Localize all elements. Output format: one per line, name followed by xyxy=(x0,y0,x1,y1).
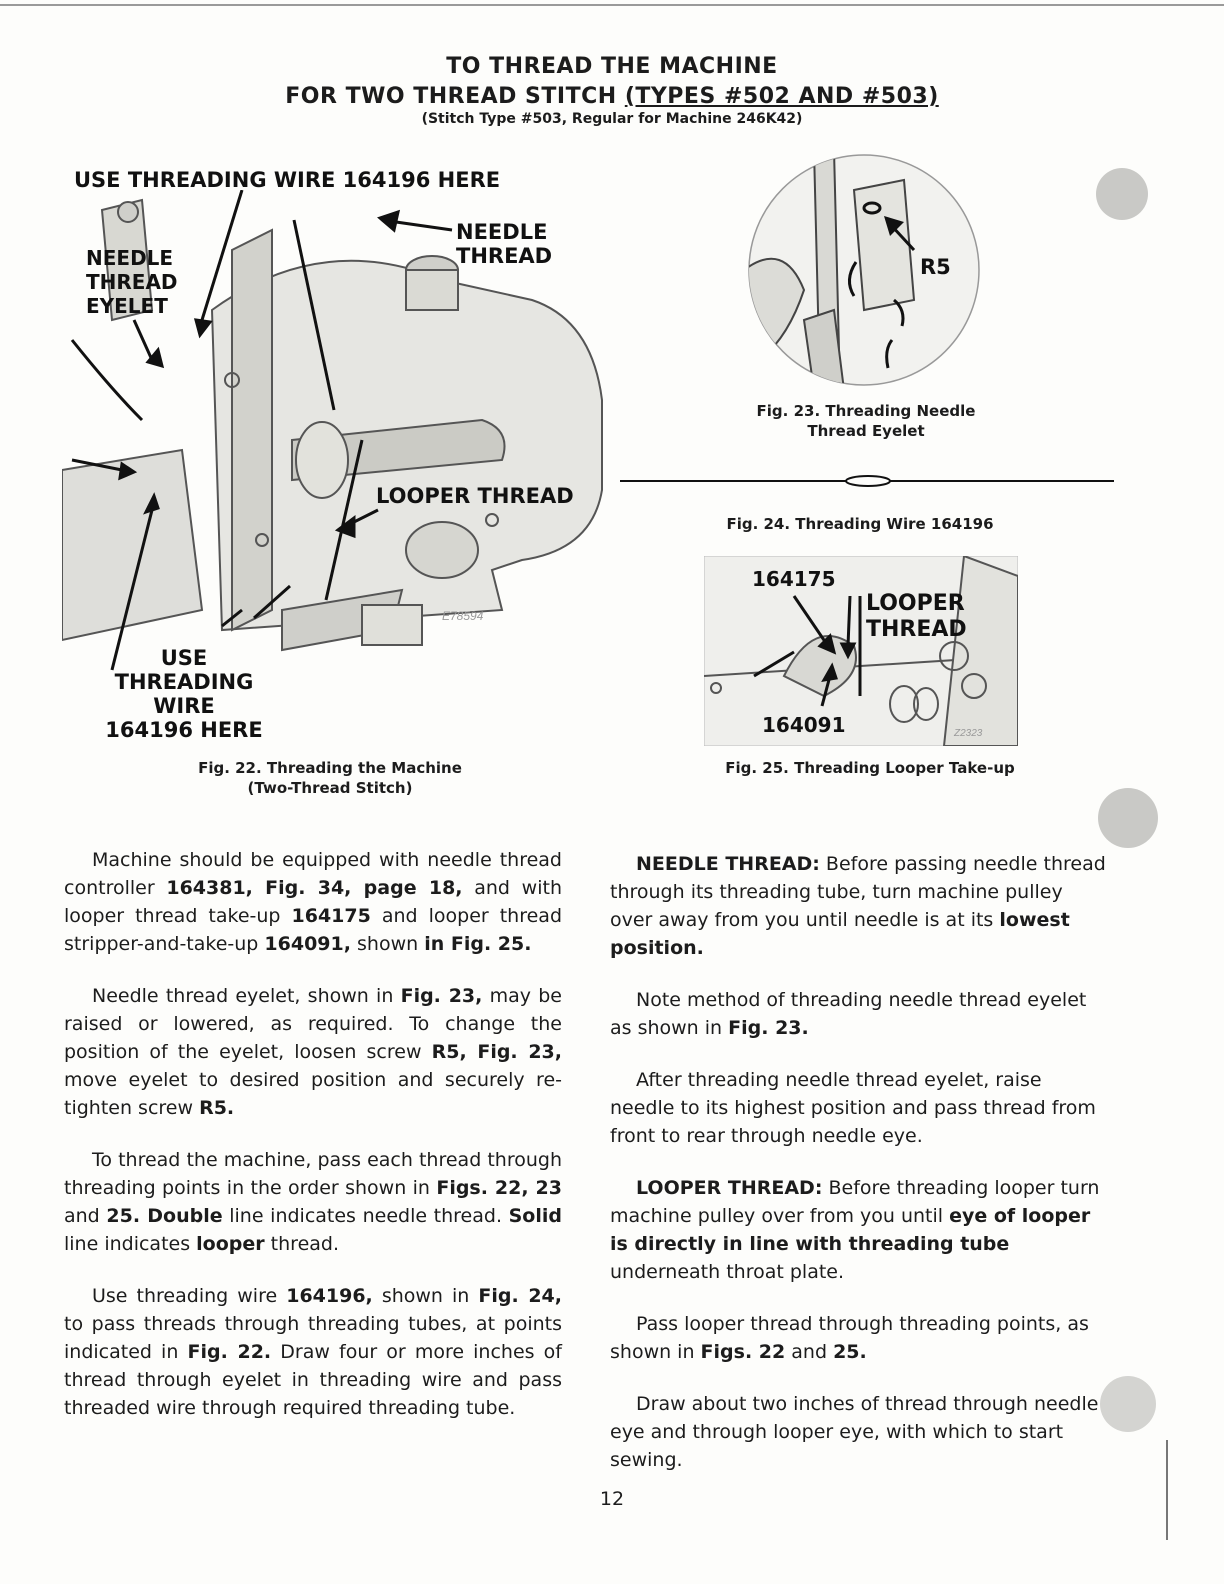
punch-hole-1 xyxy=(1094,166,1154,226)
fig22-label-needle-thread-eyelet: NEEDLE THREAD EYELET xyxy=(86,246,178,318)
right-paragraph-1: NEEDLE THREAD: Before passing needle thread through its threading tube, turn machine pulley over away from you until needle is at its lowest position. xyxy=(610,853,1106,959)
fig24-threading-wire xyxy=(620,470,1114,492)
fig25-label-looper: LOOPER xyxy=(866,591,965,616)
fig25-illustration xyxy=(704,556,1018,746)
right-paragraph-4: LOOPER THREAD: Before threading looper turn machine pulley over from you until eye of looper is directly in line with threading tube underneath throat plate. xyxy=(610,1177,1100,1283)
fig25-caption: Fig. 25. Threading Looper Take-up xyxy=(725,759,1015,777)
left-paragraph-3: To thread the machine, pass each thread through threading points in the order shown in Figs. 22, 23 and 25. Double line indicates needle thread. Solid line indicates looper thread. xyxy=(64,1149,562,1255)
punch-hole-3 xyxy=(1100,1372,1160,1438)
left-paragraph-1: Machine should be equipped with needle thread controller 164381, Fig. 34, page 18, and with looper thread take-up 164175 and looper thread stripper-and-take-up 164091, shown in Fig. 25. xyxy=(64,849,562,955)
page-title: TO THREAD THE MACHINE xyxy=(446,54,778,79)
fig23-caption: Fig. 23. Threading Needle Thread Eyelet xyxy=(756,402,976,440)
right-edge-line xyxy=(1166,1440,1168,1540)
right-paragraph-6: Draw about two inches of thread through needle eye and through looper eye, with which to start sewing. xyxy=(610,1393,1099,1471)
fig22-label-needle-thread: NEEDLE THREAD xyxy=(456,220,553,268)
page-title-line2: FOR TWO THREAD STITCH (TYPES #502 AND #503) xyxy=(285,84,939,109)
fig23-illustration xyxy=(744,150,984,390)
fig22-label-use-wire-top: USE THREADING WIRE 164196 HERE xyxy=(74,168,501,192)
fig22-label-looper-thread: LOOPER THREAD xyxy=(376,484,574,508)
right-paragraph-3: After threading needle thread eyelet, raise needle to its highest position and pass thread from front to rear through needle eye. xyxy=(610,1069,1096,1147)
fig23-label-r5: R5 xyxy=(920,255,951,279)
fig22-caption: Fig. 22. Threading the Machine (Two-Thread Stitch) xyxy=(198,759,462,797)
fig25-label-164091: 164091 xyxy=(762,713,846,737)
right-paragraph-2: Note method of threading needle thread eyelet as shown in Fig. 23. xyxy=(610,989,1087,1039)
page-number: 12 xyxy=(599,1488,625,1510)
right-paragraph-5: Pass looper thread through threading points, as shown in Figs. 22 and 25. xyxy=(610,1313,1089,1363)
fig25-label-164175: 164175 xyxy=(752,567,836,591)
fig22-plate-code: E78594 xyxy=(442,609,484,623)
left-column xyxy=(64,846,562,1446)
fig24-caption: Fig. 24. Threading Wire 164196 xyxy=(726,515,994,533)
punch-hole-2 xyxy=(1094,786,1164,852)
left-paragraph-4: Use threading wire 164196, shown in Fig. 24, to pass threads through threading tubes, at points indicated in Fig. 22. Draw four or more inches of thread through eyelet in threading wire and pass threaded wire through required threading tube. xyxy=(64,1285,562,1419)
top-border-line xyxy=(0,4,1224,6)
left-paragraph-2: Needle thread eyelet, shown in Fig. 23, may be raised or lowered, as required. To change the position of the eyelet, loosen screw R5, Fig. 23, move eyelet to desired position and securely re-tighten screw R5. xyxy=(64,985,562,1119)
fig25-plate-code: Z2323 xyxy=(954,728,983,739)
page-subtitle: (Stitch Type #503, Regular for Machine 246K42) xyxy=(421,111,803,127)
fig22-label-use-wire-bottom: USE THREADING WIRE 164196 HERE xyxy=(105,646,263,742)
right-column xyxy=(610,850,1110,1498)
fig25-label-thread: THREAD xyxy=(866,617,967,642)
